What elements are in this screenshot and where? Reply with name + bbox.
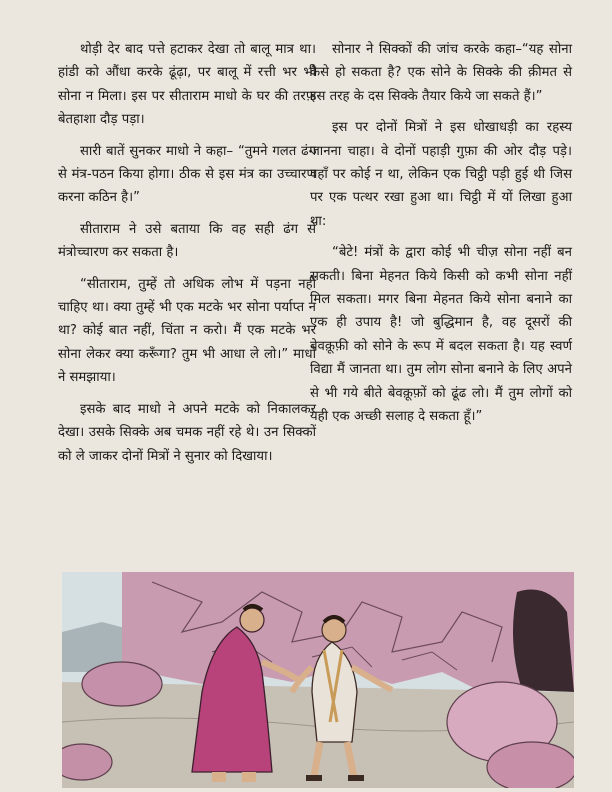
left-column xyxy=(58,38,316,476)
paragraph: इस पर दोनों मित्रों ने इस धोखाधड़ी का रहस्य जानना चाहा। वे दोनों पहाड़ी गुफ़ा की ओर दौड़ पड़े। वहाँ पर कोई न था, लेकिन एक चिट्ठी पड़ी हुई थी जिस पर एक पत्थर रखा हुआ था। चिट्ठी में यों लिखा हुआ था: xyxy=(310,120,572,229)
paragraph: सारी बातें सुनकर माधो ने कहा– “तुमने गलत ढंग से मंत्र-पठन किया होगा। ठीक से इस मंत्र का उच्चारण करना कठिन है।” xyxy=(58,143,316,206)
story-illustration xyxy=(62,572,574,788)
illustration-svg xyxy=(62,572,574,788)
paragraph: सीताराम ने उसे बताया कि वह सही ढंग से मंत्रोच्चारण कर सकता है। xyxy=(58,221,316,261)
boulder xyxy=(82,662,162,706)
paragraph: “सीताराम, तुम्हें तो अधिक लोभ में पड़ना नहीं चाहिए था। क्या तुम्हें भी एक मटके भर सोना पर्याप्त न था? कोई बात नहीं, चिंता न करो। मैं एक मटके भर सोना लेकर क्या करूँगा? तुम भी आधा ले लो।” माधो ने समझाया। xyxy=(58,276,316,386)
boulder xyxy=(487,742,574,788)
paragraph: थोड़ी देर बाद पत्ते हटाकर देखा तो बालू मात्र था। हांडी को औंधा करके ढूंढ़ा, पर बालू में रत्ती भर भी सोना न मिला। इस पर सीताराम माधो के घर की तरफ़ बेतहाशा दौड़ पड़ा। xyxy=(58,42,316,128)
paragraph: इसके बाद माधो ने अपने मटके को निकालकर देखा। उसके सिक्के अब चमक नहीं रहे थे। उन सिक्कों को ले जाकर दोनों मित्रों ने सुनार को दिखाया। xyxy=(58,401,316,464)
paragraph: “बेटे! मंत्रों के द्वारा कोई भी चीज़ सोना नहीं बन सकती। बिना मेहनत किये किसी को कभी सोना नहीं मिल सकता। मगर बिना मेहनत किये सोना बनाने का एक ही उपाय है! जो बुद्धिमान है, वह दूसरों की बेवक़ूफ़ी को सोने के रूप में बदल सकता है। यह स्वर्ण विद्या मैं जानता था। तुम लोग सोना बनाने के लिए अपने से भी गये बीते बेवक़ूफ़ों को ढूंढ लो। मैं तुम लोगों को यही एक अच्छी सलाह दे सकता हूँ।” xyxy=(310,245,572,425)
boulder xyxy=(62,744,112,780)
paragraph: सोनार ने सिक्कों की जांच करके कहा–“यह सोना कैसे हो सकता है? एक सोने के सिक्के की क़ीमत से इस तरह के दस सिक्के तैयार किये जा सकते हैं।” xyxy=(310,42,572,104)
right-column xyxy=(310,38,572,437)
